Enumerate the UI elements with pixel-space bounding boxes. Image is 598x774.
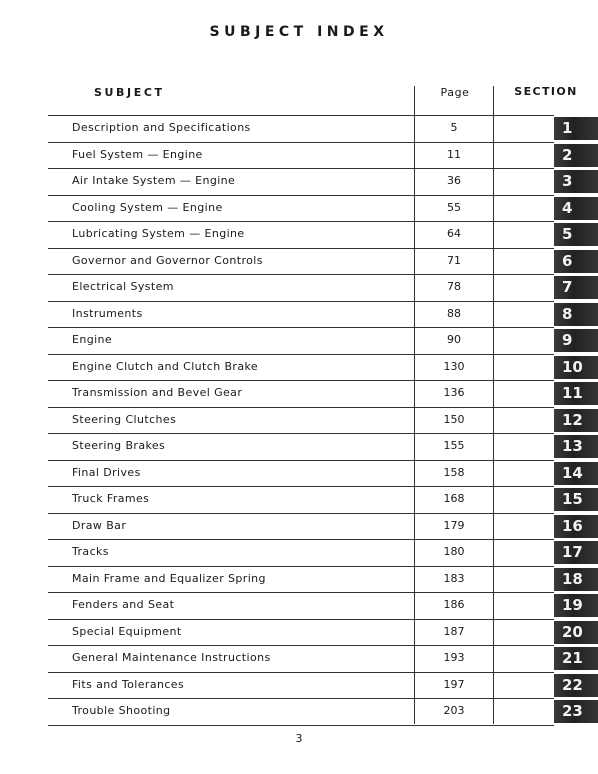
page-value: 136 [443,386,465,399]
section-tab[interactable]: 2 [554,144,598,167]
table-row [0,327,598,354]
section-tab[interactable]: 14 [554,462,598,485]
subject-label: Steering Clutches [72,412,177,426]
section-tab[interactable]: 13 [554,435,598,458]
page-value: 64 [447,227,461,240]
section-tab[interactable]: 19 [554,594,598,617]
page-value: 130 [443,359,465,373]
subject-label: Main Frame and Equalizer Spring [72,571,266,585]
section-tab[interactable]: 5 [554,223,598,246]
subject-label: General Maintenance Instructions [72,651,271,664]
table-row [0,168,598,195]
subject-label: Fits and Tolerances [72,677,185,691]
section-tab[interactable]: 21 [554,647,598,670]
page-value: 203 [443,704,465,717]
subject-label: Fenders and Seat [72,598,175,611]
page-value: 88 [447,306,461,320]
subject-label: Instruments [72,306,143,320]
subject-label: Final Drives [72,465,141,479]
page-value: 183 [443,571,465,585]
page-value: 78 [447,280,461,293]
page-value: 158 [443,465,465,479]
table-row [0,433,598,460]
page-value: 193 [443,651,465,664]
page-value: 186 [443,598,465,611]
row-rule [48,725,554,726]
page-column-header: Page [440,86,470,99]
page-value: 155 [443,439,465,452]
page-value: 197 [443,677,465,691]
page-value: 90 [447,333,461,346]
page-value: 180 [443,545,465,558]
section-tab[interactable]: 1 [554,117,598,140]
subject-label: Electrical System [72,280,174,293]
table-row [0,142,598,169]
subject-label: Trouble Shooting [72,704,171,717]
table-row [0,698,598,725]
table-row [0,115,598,142]
subject-label: Lubricating System — Engine [72,227,245,240]
section-tab[interactable]: 3 [554,170,598,193]
subject-label: Description and Specifications [72,121,251,134]
section-tab[interactable]: 22 [554,674,598,697]
page-value: 187 [443,624,465,638]
subject-column-header: SUBJECT [94,86,165,99]
section-column-header: SECTION [514,85,578,98]
section-tab[interactable]: 4 [554,197,598,220]
subject-label: Transmission and Bevel Gear [72,386,243,399]
table-row [0,619,598,646]
page-title: SUBJECT INDEX [209,24,389,40]
page-number: 3 [295,732,303,745]
table-row [0,407,598,434]
table-row [0,486,598,513]
section-tab[interactable]: 12 [554,409,598,432]
section-tab[interactable]: 6 [554,250,598,273]
subject-label: Steering Brakes [72,439,166,452]
subject-label: Cooling System — Engine [72,200,223,214]
table-row [0,195,598,222]
section-tab[interactable]: 20 [554,621,598,644]
table-row [0,672,598,699]
table-row [0,274,598,301]
table-row [0,301,598,328]
table-row [0,248,598,275]
section-tab[interactable]: 16 [554,515,598,538]
section-tab[interactable]: 7 [554,276,598,299]
table-row [0,380,598,407]
section-tab[interactable]: 11 [554,382,598,405]
page-value: 168 [443,492,465,505]
page-value: 71 [447,253,461,267]
subject-label: Special Equipment [72,624,182,638]
subject-label: Truck Frames [72,492,150,505]
subject-label: Air Intake System — Engine [72,174,236,187]
table-row [0,645,598,672]
subject-label: Tracks [72,545,109,558]
page-value: 150 [443,412,465,426]
subject-label: Engine Clutch and Clutch Brake [72,359,259,373]
page-value: 179 [443,518,465,532]
subject-label: Governor and Governor Controls [72,253,263,267]
table-row [0,513,598,540]
table-row [0,354,598,381]
section-tab[interactable]: 23 [554,700,598,723]
subject-label: Draw Bar [72,518,127,532]
page-value: 11 [447,147,461,161]
section-tab[interactable]: 9 [554,329,598,352]
table-row [0,221,598,248]
section-tab[interactable]: 17 [554,541,598,564]
subject-label: Fuel System — Engine [72,147,203,161]
table-row [0,460,598,487]
section-tab[interactable]: 18 [554,568,598,591]
table-row [0,566,598,593]
page-value: 36 [447,174,461,187]
page-value: 55 [447,200,461,214]
subject-label: Engine [72,333,113,346]
section-tab[interactable]: 15 [554,488,598,511]
section-tab[interactable]: 8 [554,303,598,326]
page-value: 5 [450,121,458,134]
table-row [0,592,598,619]
section-tab[interactable]: 10 [554,356,598,379]
table-row [0,539,598,566]
